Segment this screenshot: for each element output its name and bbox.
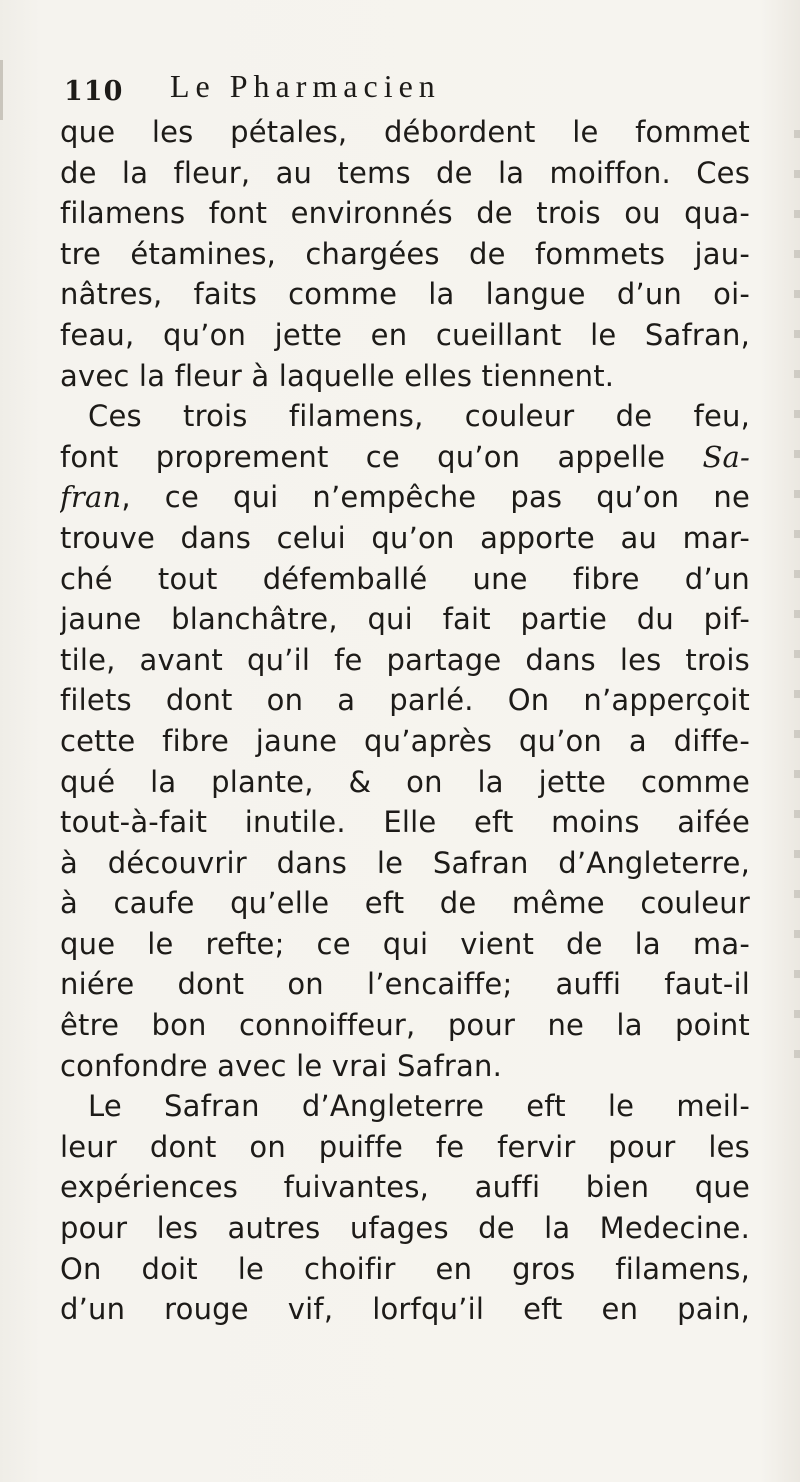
text-line: qué la plante, & on la jette comme bbox=[60, 764, 750, 799]
text-line-with-italic bbox=[60, 437, 750, 478]
text-line: expériences fuivantes, auffi bien que bbox=[60, 1170, 750, 1205]
text-line: avec la fleur à laquelle elles tiennent. bbox=[60, 358, 615, 393]
text-line: On doit le choifir en gros filamens, bbox=[60, 1251, 750, 1286]
text-line: filets dont on a parlé. On n’apperçoit bbox=[60, 683, 750, 718]
page-edge-bleed bbox=[794, 130, 800, 1090]
text-line: feau, qu’on jette en cueillant le Safran, bbox=[60, 317, 750, 352]
italic-word: Sa- bbox=[702, 439, 750, 474]
gutter-shadow bbox=[0, 60, 3, 120]
text-line: Ces trois filamens, couleur de feu, bbox=[88, 399, 750, 434]
text-line: d’un rouge vif, lorfqu’il eft en pain, bbox=[60, 1292, 750, 1327]
text-line: leur dont on puiffe fe fervir pour les bbox=[60, 1129, 750, 1164]
text-line: niére dont on l’encaiffe; auffi faut-il bbox=[60, 967, 750, 1002]
text-line: être bon connoiffeur, pour ne la point bbox=[60, 1008, 750, 1043]
text-line: de la fleur, au tems de la moiffon. Ces bbox=[60, 155, 750, 190]
text-line: à découvrir dans le Safran d’Angleterre, bbox=[60, 845, 750, 880]
italic-word: fran bbox=[60, 480, 122, 515]
page-header bbox=[64, 68, 724, 112]
text-line-with-italic bbox=[60, 477, 750, 518]
text-line: filamens font environnés de trois ou qua- bbox=[60, 196, 750, 231]
body-text bbox=[60, 112, 750, 1330]
text-line: ché tout défemballé une fibre d’un bbox=[60, 561, 750, 596]
text-line: tout-à-fait inutile. Elle eft moins aifée bbox=[60, 805, 750, 840]
text-line: que les pétales, débordent le fommet bbox=[60, 115, 750, 149]
text-line: pour les autres ufages de la Medecine. bbox=[60, 1211, 750, 1246]
text-line: trouve dans celui qu’on apporte au mar- bbox=[60, 520, 750, 555]
text-line: cette fibre jaune qu’après qu’on a diffe- bbox=[60, 723, 750, 758]
text-line: Le Safran d’Angleterre eft le meil- bbox=[88, 1089, 750, 1124]
running-head: Le Pharmacien bbox=[170, 68, 441, 104]
text-line: que le refte; ce qui vient de la ma- bbox=[60, 926, 750, 961]
text-fragment: , ce qui n’empêche pas qu’on ne bbox=[121, 480, 750, 515]
text-line: tre étamines, chargées de fommets jau- bbox=[60, 236, 750, 271]
text-line: nâtres, faits comme la langue d’un oi- bbox=[60, 277, 750, 312]
text-line: confondre avec le vrai Safran. bbox=[60, 1048, 503, 1083]
text-line: à caufe qu’elle eft de même couleur bbox=[60, 886, 750, 921]
text-line: jaune blanchâtre, qui fait partie du pif- bbox=[60, 602, 750, 637]
text-line: tile, avant qu’il fe partage dans les trois bbox=[60, 642, 750, 677]
text-fragment: font proprement ce qu’on appelle bbox=[60, 439, 666, 474]
page-number: 110 bbox=[64, 76, 124, 107]
